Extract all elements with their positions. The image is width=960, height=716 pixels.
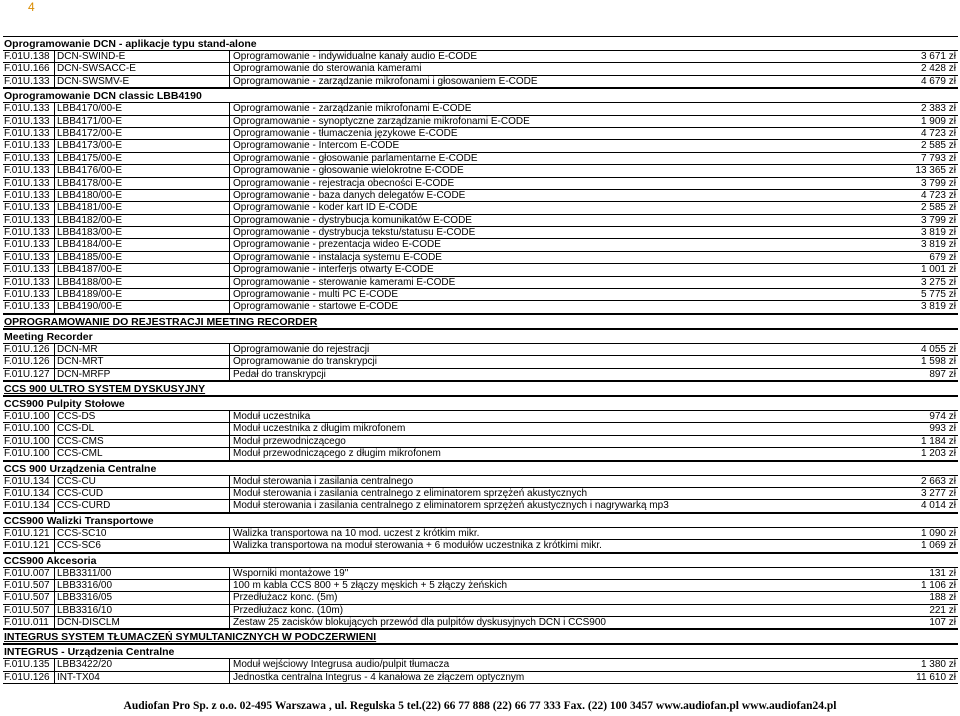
product-price: 3 275 zł [920,276,956,288]
table-row [3,202,958,214]
product-price: 11 610 zł [916,671,956,683]
product-type: CCS-CML [54,448,224,459]
section-title: CCS900 Akcesoria [4,554,97,567]
product-description: Oprogramowanie - dystrybucja komunikatów E-CODE [229,215,849,226]
product-type: LBB4185/00-E [54,252,224,263]
product-price: 13 365 zł [915,165,956,177]
product-price: 2 383 zł [920,103,956,115]
product-code: F.01U.133 [4,177,50,189]
product-code: F.01U.134 [4,487,50,499]
product-type: INT-TX04 [54,672,224,683]
product-price: 221 zł [929,604,956,616]
product-price: 1 090 zł [920,527,956,539]
product-price: 3 799 zł [920,177,956,189]
product-description: Oprogramowanie - rejestracja obecności E-CODE [229,178,849,189]
product-price: 1 001 zł [920,264,956,276]
product-code: F.01U.100 [4,423,50,435]
product-description: Oprogramowanie do transkrypcji [229,356,849,367]
section-header [3,36,958,51]
table-row [3,301,958,313]
product-description: Oprogramowanie - sterowanie kamerami E-CODE [229,277,849,288]
table-row [3,190,958,202]
table-row [3,103,958,115]
product-code: F.01U.133 [4,251,50,263]
product-type: CCS-DS [54,411,224,422]
product-description: Moduł uczestnika z długim mikrofonem [229,423,849,434]
section-header [3,396,958,411]
product-code: F.01U.133 [4,115,50,127]
product-description: Jednostka centralna Integrus - 4 kanałowa ze złączem optycznym [229,672,849,683]
product-code: F.01U.133 [4,227,50,239]
table-row [3,488,958,500]
product-description: Przedłużacz konc. (5m) [229,592,849,603]
product-code: F.01U.007 [4,567,50,579]
product-price: 188 zł [929,592,956,604]
product-price: 1 184 zł [920,435,956,447]
section-header [3,461,958,476]
product-code: F.01U.133 [4,152,50,164]
product-description: Zestaw 25 zacisków blokujących przewód dla pulpitów dyskusyjnych DCN i CCS900 [229,617,849,628]
product-description: Walizka transportowa na 10 mod. uczest z krótkim mikr. [229,528,849,539]
product-price: 131 zł [929,567,956,579]
product-price: 4 055 zł [920,343,956,355]
table-row [3,153,958,165]
product-type: LBB4175/00-E [54,153,224,164]
product-description: Moduł przewodniczącego z długim mikrofonem [229,448,849,459]
product-price: 1 203 zł [920,448,956,460]
product-description: Oprogramowanie - interferjs otwarty E-CODE [229,264,849,275]
product-type: LBB3316/00 [54,580,224,591]
table-row [3,356,958,368]
product-type: LBB4189/00-E [54,289,224,300]
product-price: 4 679 zł [920,75,956,87]
table-row [3,289,958,301]
product-code: F.01U.133 [4,289,50,301]
product-price: 3 819 zł [920,227,956,239]
product-price: 974 zł [929,410,956,422]
product-price: 4 723 zł [920,127,956,139]
product-type: LBB4190/00-E [54,301,224,312]
product-type: CCS-CURD [54,500,224,511]
product-code: F.01U.100 [4,448,50,460]
product-code: F.01U.100 [4,410,50,422]
table-row [3,659,958,671]
table-row [3,592,958,604]
product-code: F.01U.507 [4,579,50,591]
product-description: Oprogramowanie - startowe E-CODE [229,301,849,312]
section-title: Oprogramowanie DCN - aplikacje typu stand-alone [4,38,257,50]
product-price: 4 723 zł [920,189,956,201]
section-title: Oprogramowanie DCN classic LBB4190 [4,90,202,103]
product-code: F.01U.133 [4,276,50,288]
product-code: F.01U.507 [4,604,50,616]
product-price: 1 106 zł [920,579,956,591]
table-row [3,264,958,276]
product-description: Walizka transportowa na moduł sterowania + 6 modułów uczestnika z krótkimi mikr. [229,540,849,551]
product-code: F.01U.121 [4,540,50,552]
product-code: F.01U.135 [4,659,50,671]
product-price: 1 909 zł [920,115,956,127]
product-description: Oprogramowanie - Intercom E-CODE [229,140,849,151]
product-type: LBB3422/20 [54,659,224,670]
section-title: INTEGRUS - Urządzenia Centralne [4,646,175,659]
table-row [3,476,958,488]
product-code: F.01U.127 [4,368,50,380]
product-description: Oprogramowanie - głosowanie wielokrotne E-CODE [229,165,849,176]
product-code: F.01U.507 [4,592,50,604]
product-price: 2 585 zł [920,140,956,152]
table-row [3,423,958,435]
product-type: CCS-SC10 [54,528,224,539]
table-row [3,411,958,423]
table-row [3,277,958,289]
product-price: 5 775 zł [920,289,956,301]
product-price: 993 zł [929,423,956,435]
table-row [3,252,958,264]
product-code: F.01U.134 [4,475,50,487]
table-row [3,617,958,629]
section-title: CCS900 Pulpity Stołowe [4,397,125,410]
table-row [3,540,958,552]
table-row [3,344,958,356]
table-row [3,369,958,381]
table-row [3,128,958,140]
product-code: F.01U.133 [4,214,50,226]
table-row [3,448,958,460]
product-description: Pedał do transkrypcji [229,369,849,380]
product-type: DCN-SWSMV-E [54,76,224,87]
product-description: Wsporniki montażowe 19" [229,568,849,579]
product-type: LBB4187/00-E [54,264,224,275]
product-description: Oprogramowanie - synoptyczne zarządzanie mikrofonami E-CODE [229,116,849,127]
table-row [3,51,958,63]
product-code: F.01U.100 [4,435,50,447]
product-description: Przedłużacz konc. (10m) [229,605,849,616]
table-row [3,165,958,177]
product-price: 2 428 zł [920,63,956,75]
table-row [3,215,958,227]
product-description: Moduł wejściowy Integrusa audio/pulpit tłumacza [229,659,849,670]
product-price: 3 671 zł [920,51,956,62]
product-code: F.01U.133 [4,202,50,214]
product-code: F.01U.133 [4,127,50,139]
product-code: F.01U.126 [4,356,50,368]
product-type: LBB4178/00-E [54,178,224,189]
section-title: OPROGRAMOWANIE DO REJESTRACJI MEETING RECORDER [4,315,318,328]
table-row [3,605,958,617]
table-row [3,227,958,239]
product-type: LBB4173/00-E [54,140,224,151]
product-type: LBB4183/00-E [54,227,224,238]
product-price: 679 zł [929,251,956,263]
product-type: LBB4184/00-E [54,239,224,250]
product-description: Oprogramowanie - instalacja systemu E-CODE [229,252,849,263]
product-code: F.01U.133 [4,189,50,201]
product-code: F.01U.133 [4,165,50,177]
section-header [3,88,958,103]
product-code: F.01U.121 [4,527,50,539]
product-price: 897 zł [929,368,956,380]
product-type: CCS-DL [54,423,224,434]
product-type: CCS-CMS [54,436,224,447]
section-title: Meeting Recorder [4,330,93,343]
table-row [3,568,958,580]
table-row [3,436,958,448]
product-price: 3 819 zł [920,301,956,313]
product-type: DCN-SWSACC-E [54,63,224,74]
product-type: LBB4172/00-E [54,128,224,139]
product-code: F.01U.126 [4,343,50,355]
product-code: F.01U.133 [4,75,50,87]
product-price: 1 069 zł [920,540,956,552]
product-type: DCN-MRFP [54,369,224,380]
product-code: F.01U.133 [4,264,50,276]
section-header [3,629,958,644]
table-row [3,580,958,592]
product-code: F.01U.133 [4,103,50,115]
product-description: Oprogramowanie - głosowanie parlamentarne E-CODE [229,153,849,164]
table-row [3,140,958,152]
product-type: DCN-MRT [54,356,224,367]
product-description: Oprogramowanie - prezentacja wideo E-CODE [229,239,849,250]
section-header [3,644,958,659]
table-row [3,500,958,512]
product-type: LBB3311/00 [54,568,224,579]
product-type: LBB3316/10 [54,605,224,616]
section-title: INTEGRUS SYSTEM TŁUMACZEŃ SYMULTANICZNYCH W PODCZERWIENI [4,631,377,644]
product-type: CCS-CU [54,476,224,487]
product-price: 3 819 zł [920,239,956,251]
product-code: F.01U.166 [4,63,50,75]
product-type: LBB4182/00-E [54,215,224,226]
price-table [3,36,958,684]
product-description: Moduł sterowania i zasilania centralnego z eliminatorem sprzężeń akustycznych i nagrywarką mp3 [229,500,849,511]
product-description: Moduł sterowania i zasilania centralnego z eliminatorem sprzężeń akustycznych [229,488,849,499]
product-description: 100 m kabla CCS 800 + 5 złączy męskich + 5 złączy żeńskich [229,580,849,591]
table-row [3,672,958,684]
product-description: Oprogramowanie - multi PC E-CODE [229,289,849,300]
product-description: Oprogramowanie - dystrybucja tekstu/statusu E-CODE [229,227,849,238]
product-type: CCS-SC6 [54,540,224,551]
product-price: 2 585 zł [920,202,956,214]
section-header [3,314,958,329]
product-type: LBB4181/00-E [54,202,224,213]
product-price: 107 zł [929,617,956,629]
product-description: Oprogramowanie - koder kart ID E-CODE [229,202,849,213]
table-row [3,178,958,190]
section-header [3,329,958,344]
product-type: DCN-SWIND-E [54,51,224,62]
product-description: Oprogramowanie do rejestracji [229,344,849,355]
product-type: LBB4170/00-E [54,103,224,114]
product-type: LBB3316/05 [54,592,224,603]
product-description: Moduł uczestnika [229,411,849,422]
product-type: LBB4171/00-E [54,116,224,127]
product-description: Oprogramowanie - tłumaczenia językowe E-CODE [229,128,849,139]
product-code: F.01U.133 [4,239,50,251]
product-type: DCN-DISCLM [54,617,224,628]
product-description: Moduł przewodniczącego [229,436,849,447]
product-code: F.01U.126 [4,671,50,683]
product-description: Moduł sterowania i zasilania centralnego [229,476,849,487]
section-title: CCS900 Walizki Transportowe [4,514,154,527]
table-row [3,76,958,88]
table-row [3,528,958,540]
product-price: 3 799 zł [920,214,956,226]
section-header [3,513,958,528]
page-number: 4 [28,0,35,14]
product-code: F.01U.138 [4,51,50,62]
product-description: Oprogramowanie - zarządzanie mikrofonami E-CODE [229,103,849,114]
product-price: 1 598 zł [920,356,956,368]
product-code: F.01U.133 [4,140,50,152]
product-type: LBB4176/00-E [54,165,224,176]
product-code: F.01U.134 [4,500,50,512]
product-price: 1 380 zł [920,659,956,671]
product-type: LBB4180/00-E [54,190,224,201]
product-price: 2 663 zł [920,475,956,487]
table-row [3,239,958,251]
product-price: 3 277 zł [920,487,956,499]
product-description: Oprogramowanie - indywidualne kanały audio E-CODE [229,51,849,62]
section-header [3,553,958,568]
section-title: CCS 900 Urządzenia Centralne [4,462,157,475]
table-row [3,63,958,75]
product-type: CCS-CUD [54,488,224,499]
footer-contact: Audiofan Pro Sp. z o.o. 02-495 Warszawa , ul. Regulska 5 tel.(22) 66 77 888 (22) 66 77 333 Fax. (22) 100 3457 www.audiofan.pl www.audiofan24.pl [123,700,837,712]
product-description: Oprogramowanie - zarządzanie mikrofonami i głosowaniem E-CODE [229,76,849,87]
product-code: F.01U.011 [4,617,49,629]
product-type: LBB4188/00-E [54,277,224,288]
product-type: DCN-MR [54,344,224,355]
section-header [3,381,958,396]
section-title: CCS 900 ULTRO SYSTEM DYSKUSYJNY [4,382,206,395]
product-price: 4 014 zł [920,500,956,512]
product-code: F.01U.133 [4,301,50,313]
product-price: 7 793 zł [920,152,956,164]
product-description: Oprogramowanie - baza danych delegatów E-CODE [229,190,849,201]
product-description: Oprogramowanie do sterowania kamerami [229,63,849,74]
table-row [3,116,958,128]
